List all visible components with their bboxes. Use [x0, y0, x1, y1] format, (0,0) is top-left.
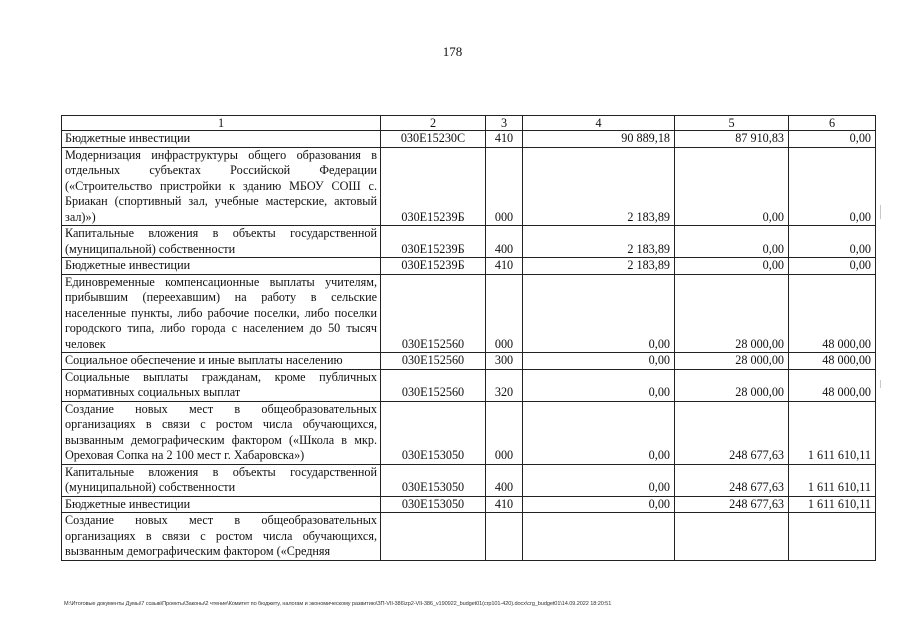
row-name: Модернизация инфраструктуры общего образования в отдельных субъектах Российской Федерации («Строительство пристройки к зданию МБОУ СОШ с. Бриакан (спортивный зал, учебные мастерские, актовый зал)») — [62, 147, 381, 226]
table-row — [62, 401, 876, 464]
row-vr — [486, 513, 523, 561]
row-name: Капитальные вложения в объекты государственной (муниципальной) собственности — [62, 464, 381, 496]
row-value-5: 28 000,00 — [675, 369, 789, 401]
row-value-6: 48 000,00 — [789, 274, 876, 353]
column-header: 5 — [675, 116, 789, 131]
row-value-4: 0,00 — [523, 401, 675, 464]
row-value-6: 0,00 — [789, 147, 876, 226]
row-name: Капитальные вложения в объекты государственной (муниципальной) собственности — [62, 226, 381, 258]
row-value-5 — [675, 513, 789, 561]
column-header: 6 — [789, 116, 876, 131]
row-value-6 — [789, 513, 876, 561]
row-name: Бюджетные инвестиции — [62, 258, 381, 275]
row-value-4: 0,00 — [523, 464, 675, 496]
row-vr: 410 — [486, 258, 523, 275]
row-vr: 000 — [486, 274, 523, 353]
row-value-4: 0,00 — [523, 274, 675, 353]
row-code: 030E15239Б — [381, 226, 486, 258]
row-value-4: 0,00 — [523, 369, 675, 401]
row-value-4: 2 183,89 — [523, 258, 675, 275]
row-value-6: 48 000,00 — [789, 369, 876, 401]
row-name: Социальные выплаты гражданам, кроме публичных нормативных социальных выплат — [62, 369, 381, 401]
row-value-4 — [523, 513, 675, 561]
row-value-4: 0,00 — [523, 496, 675, 513]
row-value-6: 0,00 — [789, 226, 876, 258]
row-vr: 400 — [486, 226, 523, 258]
row-name: Единовременные компенсационные выплаты учителям, прибывшим (переехавшим) на работу в сельские населенные пункты, либо рабочие поселки, либо поселки городского типа, либо города с населением до 50 тысяч человек — [62, 274, 381, 353]
column-header: 2 — [381, 116, 486, 131]
table-row — [62, 496, 876, 513]
row-value-6: 0,00 — [789, 258, 876, 275]
table-row — [62, 274, 876, 353]
budget-table — [61, 115, 876, 561]
row-value-5: 28 000,00 — [675, 353, 789, 370]
row-value-4: 0,00 — [523, 353, 675, 370]
column-header: 4 — [523, 116, 675, 131]
row-value-5: 248 677,63 — [675, 401, 789, 464]
row-name: Создание новых мест в общеобразовательных организациях в связи с ростом числа обучающихся, вызванным демографическим фактором («Школа в мкр. Ореховая Сопка на 2 100 мест г. Хабаровска») — [62, 401, 381, 464]
row-vr: 000 — [486, 147, 523, 226]
table-row — [62, 147, 876, 226]
row-code: 030E152560 — [381, 274, 486, 353]
row-code: 030E153050 — [381, 464, 486, 496]
table-row — [62, 353, 876, 370]
table-row — [62, 464, 876, 496]
column-header: 1 — [62, 116, 381, 131]
row-code — [381, 513, 486, 561]
scan-mark-right — [880, 205, 881, 219]
row-value-6: 0,00 — [789, 131, 876, 148]
row-value-4: 2 183,89 — [523, 147, 675, 226]
page-number: 178 — [442, 44, 463, 59]
row-vr: 410 — [486, 496, 523, 513]
row-value-4: 90 889,18 — [523, 131, 675, 148]
row-code: 030E153050 — [381, 401, 486, 464]
row-value-6: 1 611 610,11 — [789, 401, 876, 464]
row-code: 030E15230С — [381, 131, 486, 148]
row-value-5: 248 677,63 — [675, 496, 789, 513]
row-vr: 400 — [486, 464, 523, 496]
table-row — [62, 369, 876, 401]
row-value-5: 0,00 — [675, 226, 789, 258]
row-value-5: 28 000,00 — [675, 274, 789, 353]
document-file-path: M:\Итоговые документы Думы\7 созыв\Проекты\Законы\2 чтение\Комитет по бюджету, налогам и экономическому развитию\ЗП-VII-386\zp2-VII-386_v190922_budget01(crp101-420).docx\crg_budget01\14.09.2022 18:20:51 — [64, 601, 612, 607]
row-vr: 000 — [486, 401, 523, 464]
row-vr: 300 — [486, 353, 523, 370]
row-name: Социальное обеспечение и иные выплаты населению — [62, 353, 381, 370]
row-value-6: 1 611 610,11 — [789, 496, 876, 513]
row-vr: 320 — [486, 369, 523, 401]
table-row — [62, 131, 876, 148]
row-vr: 410 — [486, 131, 523, 148]
row-name: Бюджетные инвестиции — [62, 496, 381, 513]
row-value-5: 0,00 — [675, 147, 789, 226]
row-code: 030E15239Б — [381, 258, 486, 275]
row-name: Создание новых мест в общеобразовательных организациях в связи с ростом числа обучающихся, вызванным демографическим фактором («Средняя — [62, 513, 381, 561]
column-header: 3 — [486, 116, 523, 131]
table-header-row — [62, 116, 876, 131]
row-name: Бюджетные инвестиции — [62, 131, 381, 148]
row-value-5: 248 677,63 — [675, 464, 789, 496]
row-code: 030E152560 — [381, 353, 486, 370]
row-code: 030E152560 — [381, 369, 486, 401]
row-value-6: 48 000,00 — [789, 353, 876, 370]
row-code: 030E15239Б — [381, 147, 486, 226]
table-row — [62, 513, 876, 561]
row-value-6: 1 611 610,11 — [789, 464, 876, 496]
row-value-4: 2 183,89 — [523, 226, 675, 258]
row-value-5: 0,00 — [675, 258, 789, 275]
row-value-5: 87 910,83 — [675, 131, 789, 148]
table-row — [62, 226, 876, 258]
row-code: 030E153050 — [381, 496, 486, 513]
scan-mark-right-lower — [880, 380, 881, 388]
table-row — [62, 258, 876, 275]
